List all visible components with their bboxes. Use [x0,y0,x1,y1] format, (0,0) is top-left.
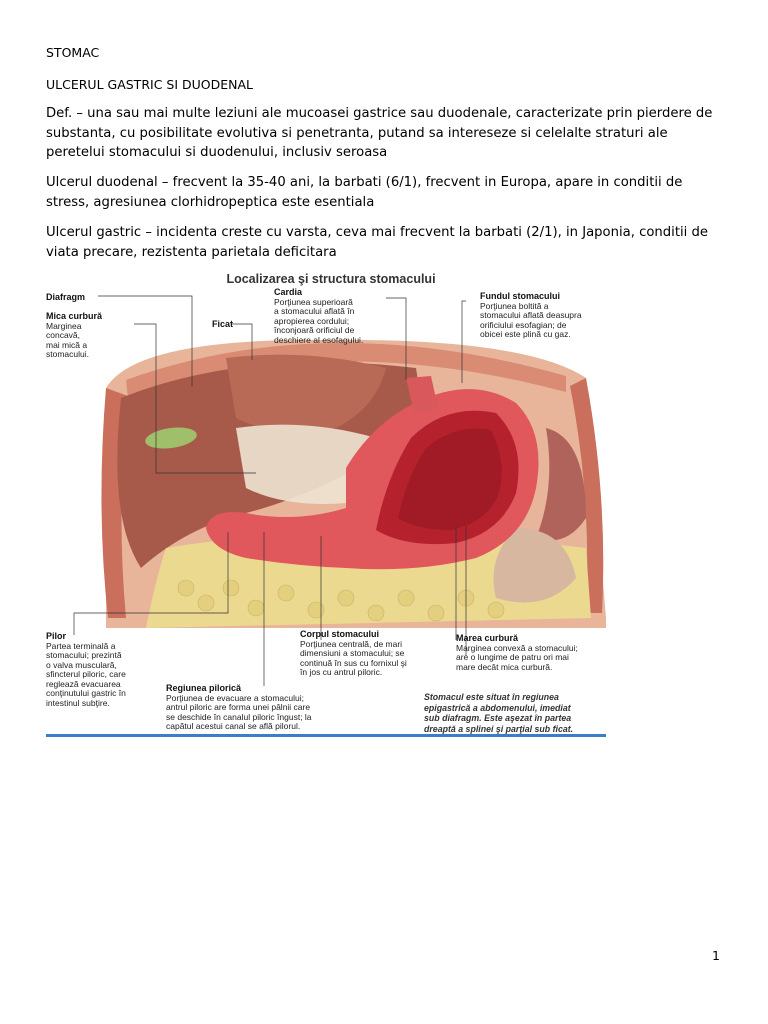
paragraph-definition: Def. – una sau mai multe leziuni ale mucoasei gastrice sau duodenale, caracterizate prin pierdere de substanta, cu posibilitate evolutiva si penetranta, putand sa intereseze si celelalte straturi ale peretelui stomacului si duodenului, inclusiv seroasa [46,106,713,160]
label-description: Partea terminală a stomacului; prezintă o valva musculară, sfincterul piloric, care reglează evacuarea conţinutului gastric în intestinul subţire. [46,640,126,708]
figure-divider [46,734,606,737]
label-description: Porţiunea de evacuare a stomacului; antrul piloric are forma unei pâlnii care se deschide în canalul piloric îngust; la capătul acestui canal se află pilorul. [166,692,312,731]
stomach-anatomy-figure [46,268,616,740]
label-description: Marginea concavă, mai mică a stomacului. [46,320,89,359]
label-diafragm [46,293,85,303]
label-description: Porţiunea centrală, de mari dimensiuni a stomacului; se continuă în sus cu fornixul şi în jos cu antrul piloric. [300,638,407,677]
label-marea-curbura [456,634,578,672]
label-corpul-stomacului [300,630,407,678]
label-regiunea-pilorica [166,684,312,732]
section-heading: ULCERUL GASTRIC SI DUODENAL [46,77,253,92]
label-description: Porţiunea superioară a stomacului aflată în apropierea cordului; înconjoară orificiul de deschiere al esofagului. [274,296,364,345]
paragraph-gastric-ulcer: Ulcerul gastric – incidenta creste cu varsta, ceva mai frecvent la barbati (2/1), in Japonia, conditii de viata precare, rezistenta parietala deficitara [46,225,708,260]
label-title: Fundul stomacului [480,291,560,301]
page-number: 1 [712,948,720,963]
label-cardia [274,288,363,345]
label-fundul-stomacului [480,292,582,340]
figure-caption: Stomacul este situat în regiunea epigastrică a abdomenului, imediat sub diafragm. Este aşezat în partea dreaptă a splinei şi parţial sub ficat. [424,692,574,734]
label-title: Regiunea pilorică [166,683,242,693]
figure-title: Localizarea şi structura stomacului [226,272,436,286]
label-title: Pilor [46,631,67,641]
label-mica-curbura [46,312,102,360]
label-description: Marginea convexă a stomacului; are o lungime de patru ori mai mare decât mica curbură. [456,642,578,672]
label-title: Mica curbură [46,311,103,321]
label-description: Porţiunea boltită a stomacului aflată deasupra orificiului esofagian; de obicei este plină cu gaz. [480,300,582,339]
label-title: Corpul stomacului [300,629,380,639]
label-title: Diafragm [46,292,86,302]
label-title: Marea curbură [456,633,519,643]
paragraph-duodenal-ulcer: Ulcerul duodenal – frecvent la 35-40 ani, la barbati (6/1), frecvent in Europa, apare in conditii de stress, agresiunea clorhidropeptica este esentiala [46,175,683,210]
label-title: Ficat [212,319,234,329]
label-pilor [46,632,126,708]
label-title: Cardia [274,287,303,297]
label-ficat [212,320,233,330]
page-title: STOMAC [46,45,100,60]
